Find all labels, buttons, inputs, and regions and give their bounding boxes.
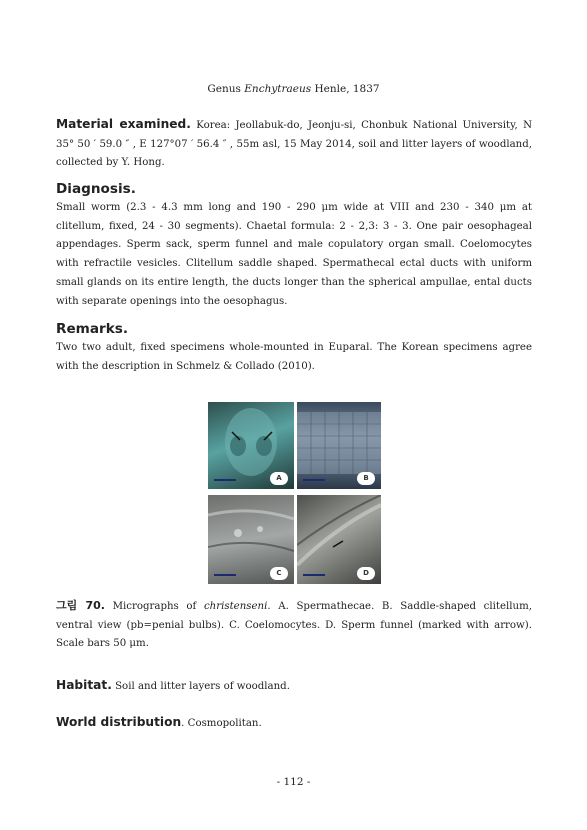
figure-caption: [56, 597, 532, 654]
genus-author: Henle, 1837: [314, 83, 380, 95]
diagnosis-heading: Diagnosis.: [56, 181, 136, 197]
scale-bar: [214, 479, 236, 481]
caption-species: christenseni: [203, 601, 268, 612]
caption-post: . A. Spermathecae. B. Saddle-shaped clitellum, ventral view (pb=penial bulbs). C. Coelomocytes. D. Sperm funnel (marked with arrow). Scale bars 50 μm.: [56, 601, 532, 650]
genus-line: [0, 83, 587, 95]
distribution-label: World distribution: [56, 715, 182, 729]
caption-paragraph: [56, 597, 532, 654]
material-text: Korea: Jeollabuk-do, Jeonju-si, Chonbuk National University, N 35° 50 ′ 59.0 ″ , E 127°07 ′ 56.4 ″ , 55m asl, 15 May 2014, soil and litter layers of woodland, collected by Y. Hong.: [56, 120, 532, 169]
scale-bar: [303, 479, 325, 481]
page-number: - 112 -: [276, 776, 311, 788]
micrograph-panel-c: [208, 495, 294, 584]
diagnosis-text: Small worm (2.3 - 4.3 mm long and 190 - 290 μm wide at VIII and 230 - 340 μm at clitellum, fixed, 24 - 30 segments). Chaetal formula: 2 - 2,3: 3 - 3. One pair oesophageal appendages. Sperm sack, sperm funnel and male copulatory organ small. Coelomocytes with refractile vesicles. Clitellum saddle shaped. Spermathecal ectal ducts with uniform small glands on its entire length, the ducts longer than the spherical ampullae, ental ducts with separate openings into the oesophagus.: [56, 202, 532, 307]
micrograph-panel-b: [297, 402, 381, 489]
remarks-heading: Remarks.: [56, 321, 129, 337]
caption-label: 그림 70.: [56, 599, 105, 612]
genus-name: Enchytraeus: [244, 83, 312, 95]
caption-pre: Micrographs of: [104, 601, 204, 612]
diagnosis-section: [56, 181, 532, 311]
habitat-text: Soil and litter layers of woodland.: [111, 681, 290, 692]
micrograph-panel-d: [297, 495, 381, 584]
scale-bar: [303, 574, 325, 576]
panel-label-b: B: [357, 472, 375, 485]
remarks-text: Two two adult, fixed specimens whole-mounted in Euparal. The Korean specimens agree with the description in Schmelz & Collado (2010).: [56, 342, 532, 372]
habitat-section: [56, 676, 532, 697]
panel-label-a: A: [270, 472, 288, 485]
panel-label-d: D: [357, 567, 375, 580]
distribution-section: [56, 713, 532, 734]
micrograph-figure: [208, 402, 381, 584]
distribution-text: . Cosmopolitan.: [181, 718, 262, 729]
genus-prefix: Genus: [207, 83, 241, 95]
habitat-paragraph: [56, 676, 532, 697]
material-section: [56, 115, 532, 173]
material-label: Material examined.: [56, 117, 191, 131]
remarks-section: [56, 321, 532, 376]
panel-label-c: C: [270, 567, 288, 580]
micrograph-panel-a: [208, 402, 294, 489]
scale-bar: [214, 574, 236, 576]
habitat-label: Habitat.: [56, 678, 112, 692]
distribution-paragraph: [56, 713, 532, 734]
material-paragraph: [56, 115, 532, 173]
